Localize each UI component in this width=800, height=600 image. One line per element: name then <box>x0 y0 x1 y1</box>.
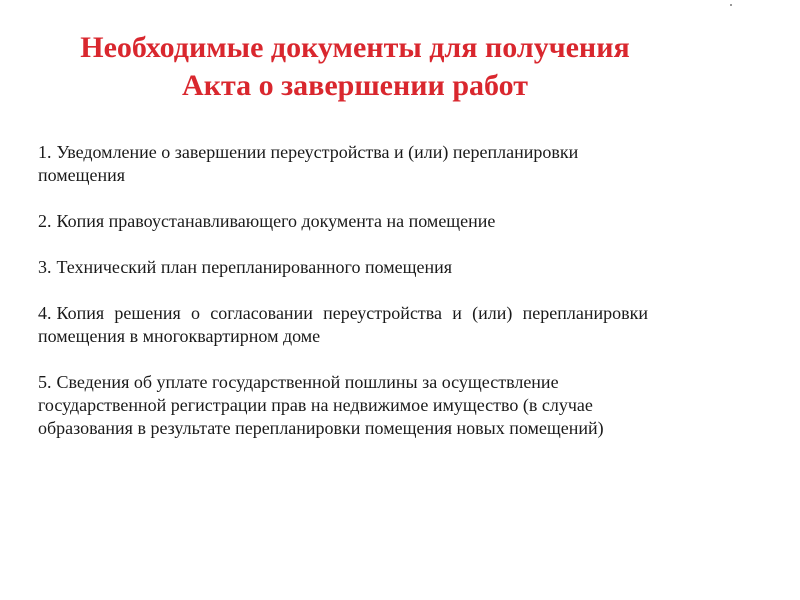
list-item <box>38 302 648 348</box>
list-item-number: 4. <box>38 303 52 323</box>
list-item <box>38 256 648 279</box>
list-item-text: Копия правоустанавливающего документа на помещение <box>56 211 496 231</box>
list-item-number: 5. <box>38 372 52 392</box>
corner-dot <box>730 4 732 6</box>
title-line-1: Необходимые документы для получения <box>80 31 630 64</box>
list-item <box>38 210 648 233</box>
list-item <box>38 141 648 187</box>
list-item-number: 3. <box>38 257 52 277</box>
title-line-2: Акта о завершении работ <box>182 69 528 102</box>
list-item-number: 1. <box>38 142 52 162</box>
list-item <box>38 371 648 440</box>
list-item-text: Технический план перепланированного помещения <box>56 257 453 277</box>
list-item-text: Уведомление о завершении переустройства и (или) перепланировки помещения <box>38 142 579 185</box>
list-item-text: Сведения об уплате государственной пошлины за осуществление государственной регистрации прав на недвижимое имущество (в случае образования в результате перепланировки помещения новых помещений) <box>38 372 604 438</box>
list-item-number: 2. <box>38 211 52 231</box>
slide-title <box>0 29 710 105</box>
list-item-text: Копия решения о согласовании переустройства и (или) перепланировки помещения в многоквартирном доме <box>38 303 648 346</box>
document-list <box>38 141 648 463</box>
